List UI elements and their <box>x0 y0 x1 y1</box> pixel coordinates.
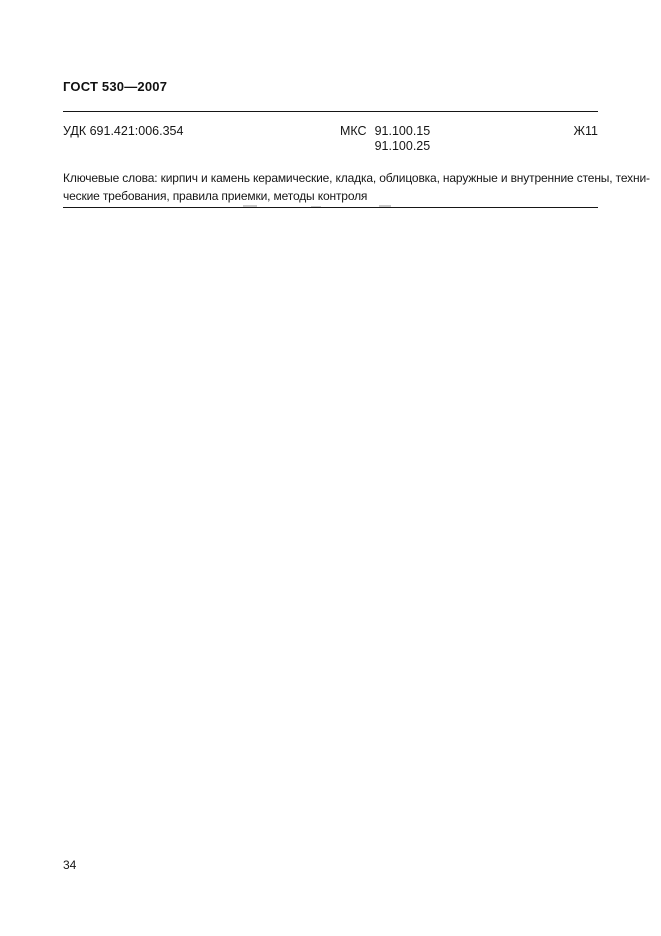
mks-label: МКС <box>340 124 367 138</box>
page-number: 34 <box>63 858 77 872</box>
mks-code-1: 91.100.15 <box>374 124 431 138</box>
keywords-paragraph <box>63 169 650 205</box>
keywords-line-1: Ключевые слова: кирпич и камень керамические, кладка, облицовка, наружные и внутренние стены, техни- <box>63 171 650 185</box>
group-code: Ж11 <box>573 124 598 138</box>
mks-values <box>375 124 431 154</box>
keywords-line-2: ческие требования, правила приемки, методы контроля <box>63 189 368 203</box>
udk-code: УДК 691.421:006.354 <box>63 124 184 138</box>
mks-codes-block <box>340 124 430 154</box>
bottom-divider <box>63 207 598 208</box>
doc-number-heading: ГОСТ 530—2007 <box>63 79 168 94</box>
top-divider <box>63 111 598 112</box>
mks-code-2: 91.100.25 <box>374 139 431 153</box>
